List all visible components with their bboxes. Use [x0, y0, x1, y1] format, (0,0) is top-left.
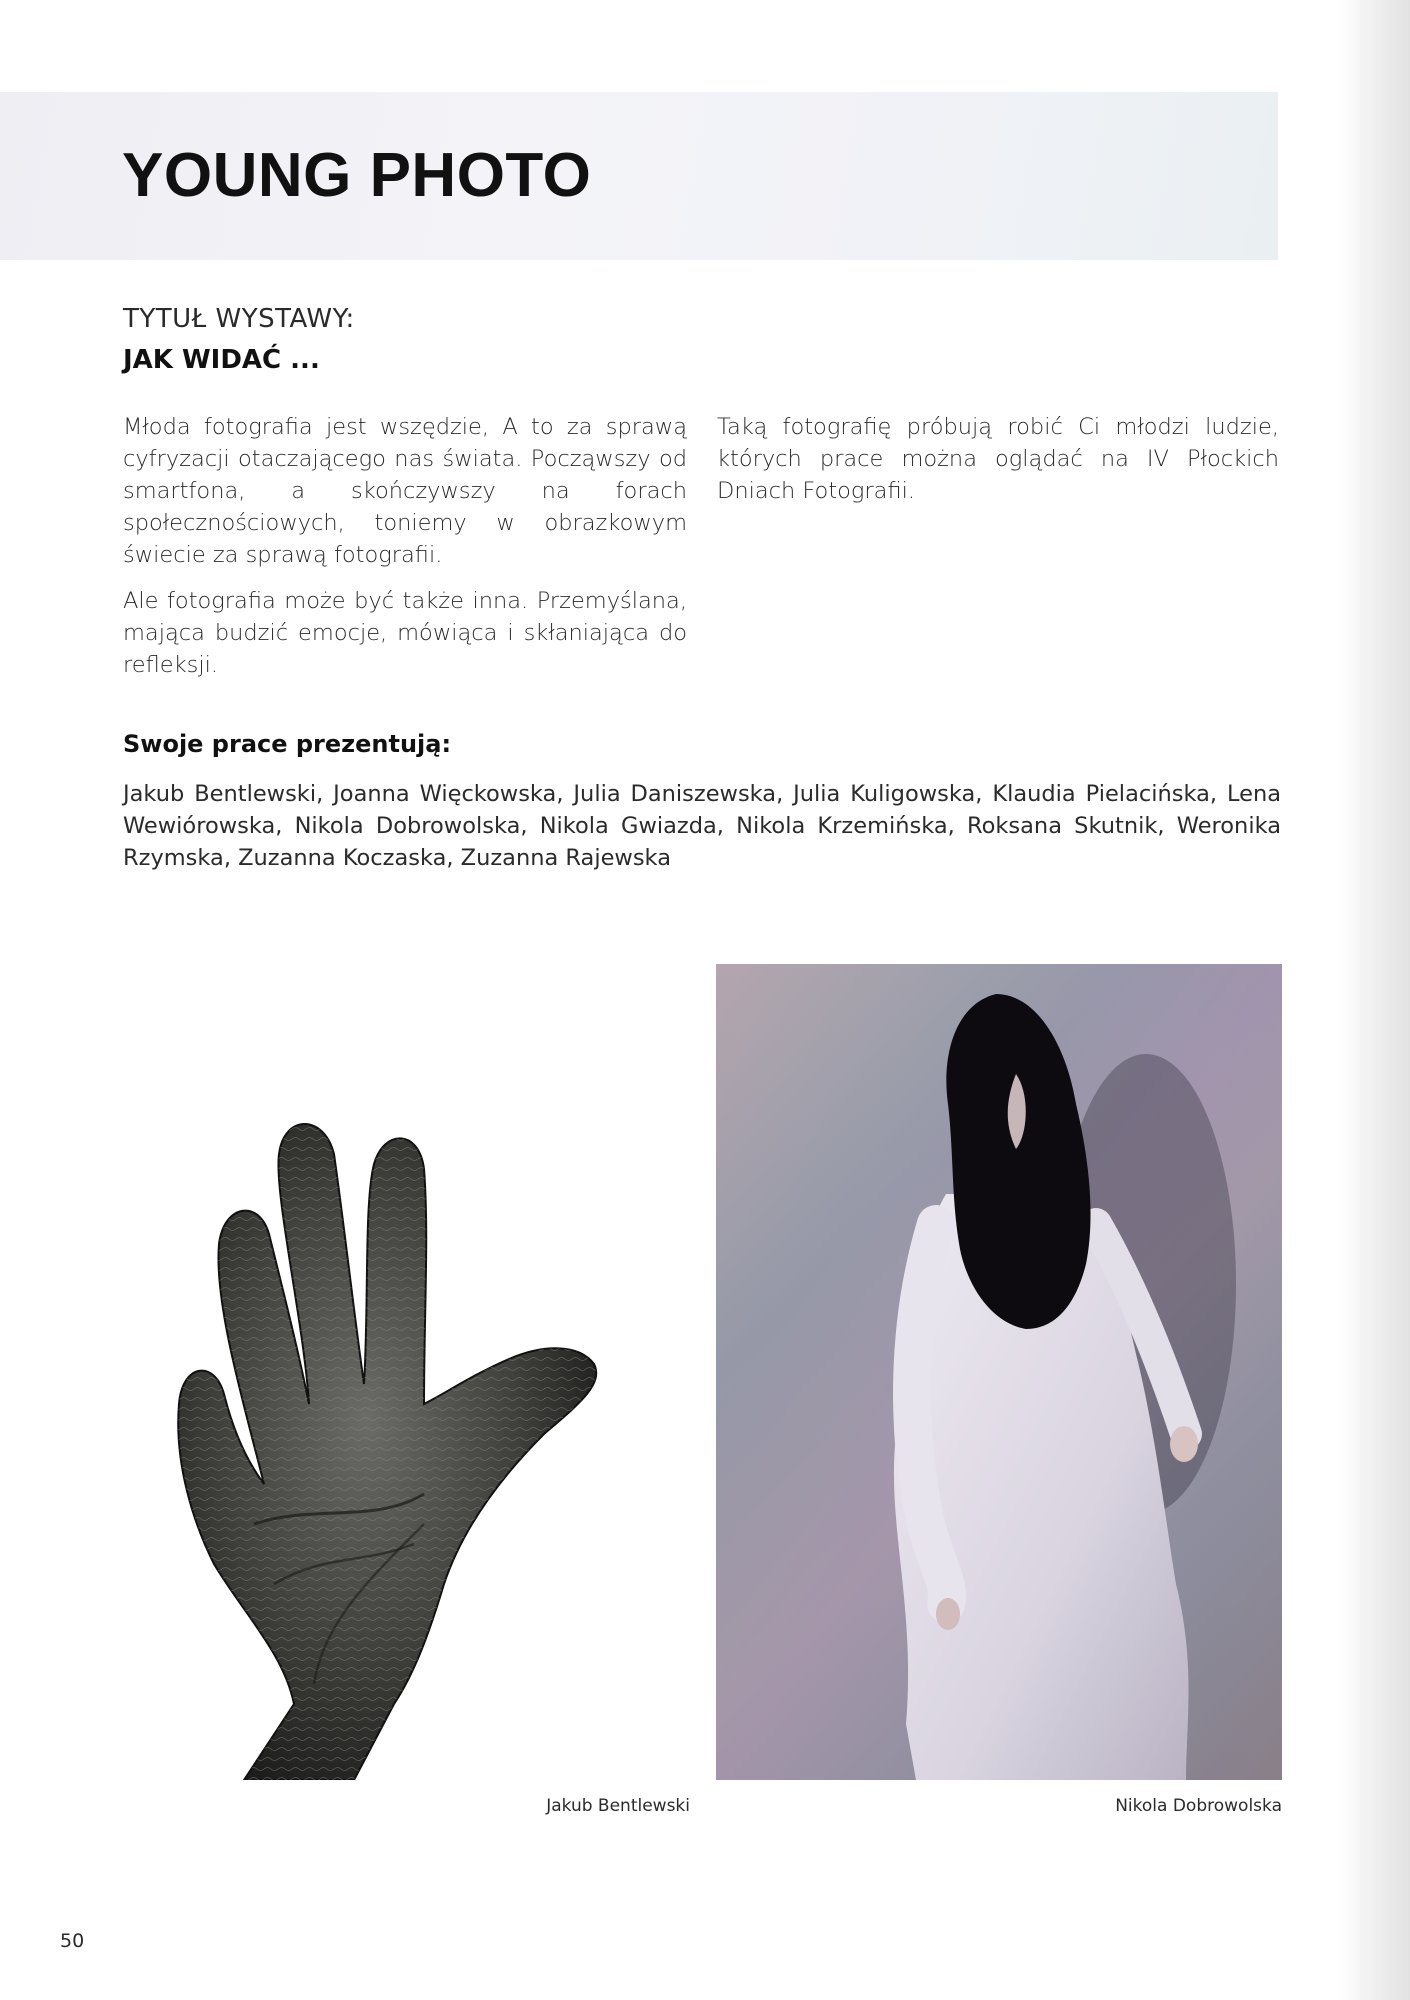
hand-photo [124, 964, 690, 1780]
text-column-right [717, 411, 1279, 521]
hand-illustration [124, 964, 690, 1780]
presenters-list: Jakub Bentlewski, Joanna Więckowska, Julia Daniszewska, Julia Kuligowska, Klaudia Pielacińska, Lena Wewiórowska, Nikola Dobrowolska, Nikola Gwiazda, Nikola Krzemińska, Roksana Skutnik, Weronika Rzymska, Zuzanna Koczaska, Zuzanna Rajewska [123, 781, 1281, 871]
paragraph: Taką fotografię próbują robić Ci młodzi ludzie, których prace można oglądać na IV Płockich Dniach Fotografii. [717, 414, 1279, 504]
exhibition-label: TYTUŁ WYSTAWY: [123, 304, 355, 334]
text-column-left [123, 411, 687, 695]
woman-photo [716, 964, 1282, 1780]
woman-illustration [716, 964, 1282, 1780]
paragraph: Młoda fotografia jest wszędzie, A to za sprawą cyfryzacji otaczającego nas świata. Począwszy od smartfona, a skończywszy na forach społecznościowych, toniemy w obrazkowym świecie za sprawą fotografii. [123, 414, 687, 568]
paragraph: Ale fotografia może być także inna. Przemyślana, mająca budzić emocje, mówiąca i skłaniająca do refleksji. [123, 588, 687, 678]
page-number: 50 [60, 1930, 85, 1952]
presenters-heading: Swoje prace prezentują: [123, 730, 452, 758]
page-gutter-shadow [1340, 0, 1410, 2000]
page-title: YOUNG PHOTO [122, 141, 592, 210]
photo-caption-left: Jakub Bentlewski [546, 1796, 690, 1816]
exhibition-title: JAK WIDAĆ ... [123, 345, 320, 375]
photo-caption-right: Nikola Dobrowolska [1115, 1796, 1282, 1816]
